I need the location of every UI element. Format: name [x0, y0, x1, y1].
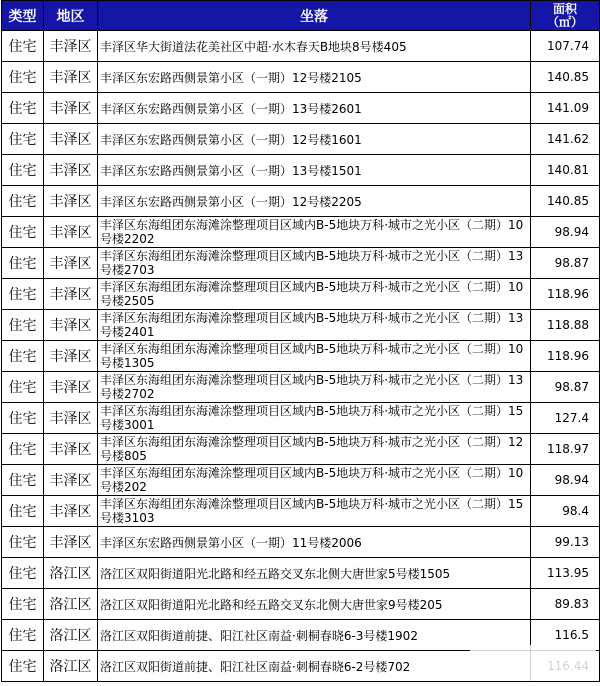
type-cell: 住宅	[2, 248, 44, 279]
type-cell: 住宅	[2, 527, 44, 558]
type-cell: 住宅	[2, 558, 44, 589]
table-row	[2, 496, 600, 527]
area-cell: 丰泽区	[44, 217, 98, 248]
area-cell: 丰泽区	[44, 341, 98, 372]
address-cell: 丰泽区东海组团东海滩涂整理项目区域内B-5地块万科·城市之光小区（二期）10号楼2202	[98, 217, 531, 248]
area-cell: 洛江区	[44, 620, 98, 651]
size-cell: 113.95	[531, 558, 600, 589]
area-cell: 丰泽区	[44, 403, 98, 434]
address-cell: 丰泽区东海组团东海滩涂整理项目区域内B-5地块万科·城市之光小区（二期）12号楼805	[98, 434, 531, 465]
size-cell: 127.4	[531, 403, 600, 434]
table-row	[2, 372, 600, 403]
table-row	[2, 465, 600, 496]
size-cell: 118.96	[531, 279, 600, 310]
area-cell: 丰泽区	[44, 248, 98, 279]
size-cell: 140.85	[531, 186, 600, 217]
area-cell: 丰泽区	[44, 186, 98, 217]
property-table	[1, 0, 600, 682]
area-cell: 丰泽区	[44, 527, 98, 558]
area-cell: 丰泽区	[44, 62, 98, 93]
address-cell: 洛江区双阳街道前捷、阳江社区南益·刺桐春晓6-2号楼702	[98, 651, 531, 682]
header-size-label: 面积	[552, 1, 577, 16]
address-cell: 洛江区双阳街道阳光北路和经五路交叉东北侧大唐世家5号楼1505	[98, 558, 531, 589]
address-cell: 丰泽区东宏路西侧景第小区（一期）13号楼2601	[98, 93, 531, 124]
type-cell: 住宅	[2, 372, 44, 403]
area-cell: 丰泽区	[44, 372, 98, 403]
size-cell: 118.96	[531, 341, 600, 372]
type-cell: 住宅	[2, 620, 44, 651]
address-cell: 洛江区双阳街道阳光北路和经五路交叉东北侧大唐世家9号楼205	[98, 589, 531, 620]
type-cell: 住宅	[2, 31, 44, 62]
type-cell: 住宅	[2, 279, 44, 310]
address-cell: 洛江区双阳街道前捷、阳江社区南益·刺桐春晓6-3号楼1902	[98, 620, 531, 651]
address-cell: 丰泽区东海组团东海滩涂整理项目区域内B-5地块万科·城市之光小区（二期）13号楼2703	[98, 248, 531, 279]
size-cell: 116.5	[531, 620, 600, 651]
area-cell: 丰泽区	[44, 496, 98, 527]
header-area: 地区	[44, 1, 98, 31]
type-cell: 住宅	[2, 155, 44, 186]
area-cell: 丰泽区	[44, 93, 98, 124]
address-cell: 丰泽区东海组团东海滩涂整理项目区域内B-5地块万科·城市之光小区（二期）15号楼3001	[98, 403, 531, 434]
table-row	[2, 93, 600, 124]
size-cell: 98.87	[531, 248, 600, 279]
table-row	[2, 589, 600, 620]
table-row	[2, 434, 600, 465]
size-cell: 98.94	[531, 217, 600, 248]
table-row	[2, 124, 600, 155]
size-cell: 118.97	[531, 434, 600, 465]
address-cell: 丰泽区东宏路西侧景第小区（一期）12号楼1601	[98, 124, 531, 155]
size-cell: 98.4	[531, 496, 600, 527]
table-row	[2, 62, 600, 93]
size-cell: 141.62	[531, 124, 600, 155]
header-size	[531, 1, 600, 31]
table-row	[2, 310, 600, 341]
area-cell: 洛江区	[44, 558, 98, 589]
type-cell: 住宅	[2, 496, 44, 527]
address-cell: 丰泽区华大街道法花美社区中超·水木春天B地块8号楼405	[98, 31, 531, 62]
size-cell: 140.85	[531, 62, 600, 93]
header-size-unit: （㎡）	[546, 14, 583, 29]
table-row	[2, 403, 600, 434]
header-row	[2, 1, 600, 31]
address-cell: 丰泽区东宏路西侧景第小区（一期）13号楼1501	[98, 155, 531, 186]
type-cell: 住宅	[2, 341, 44, 372]
area-cell: 洛江区	[44, 651, 98, 682]
area-cell: 丰泽区	[44, 155, 98, 186]
address-cell: 丰泽区东海组团东海滩涂整理项目区域内B-5地块万科·城市之光小区（二期）10号楼202	[98, 465, 531, 496]
size-cell: 118.88	[531, 310, 600, 341]
table-row	[2, 279, 600, 310]
type-cell: 住宅	[2, 217, 44, 248]
address-cell: 丰泽区东宏路西侧景第小区（一期）11号楼2006	[98, 527, 531, 558]
address-cell: 丰泽区东海组团东海滩涂整理项目区域内B-5地块万科·城市之光小区（二期）10号楼2505	[98, 279, 531, 310]
address-cell: 丰泽区东宏路西侧景第小区（一期）12号楼2105	[98, 62, 531, 93]
table-row	[2, 248, 600, 279]
header-address: 坐落	[98, 1, 531, 31]
address-cell: 丰泽区东海组团东海滩涂整理项目区域内B-5地块万科·城市之光小区（二期）15号楼3103	[98, 496, 531, 527]
type-cell: 住宅	[2, 310, 44, 341]
area-cell: 丰泽区	[44, 31, 98, 62]
table-row	[2, 155, 600, 186]
type-cell: 住宅	[2, 186, 44, 217]
area-cell: 丰泽区	[44, 310, 98, 341]
area-cell: 洛江区	[44, 589, 98, 620]
type-cell: 住宅	[2, 93, 44, 124]
type-cell: 住宅	[2, 403, 44, 434]
type-cell: 住宅	[2, 62, 44, 93]
type-cell: 住宅	[2, 465, 44, 496]
size-cell: 107.74	[531, 31, 600, 62]
table-row	[2, 527, 600, 558]
type-cell: 住宅	[2, 124, 44, 155]
table-row	[2, 31, 600, 62]
header-type: 类型	[2, 1, 44, 31]
table-row	[2, 558, 600, 589]
type-cell: 住宅	[2, 434, 44, 465]
size-cell: 89.83	[531, 589, 600, 620]
size-cell: 140.81	[531, 155, 600, 186]
table-row	[2, 186, 600, 217]
address-cell: 丰泽区东海组团东海滩涂整理项目区域内B-5地块万科·城市之光小区（二期）13号楼2401	[98, 310, 531, 341]
watermark-overlay	[470, 645, 596, 681]
size-cell: 99.13	[531, 527, 600, 558]
size-cell: 141.09	[531, 93, 600, 124]
table-row	[2, 341, 600, 372]
area-cell: 丰泽区	[44, 465, 98, 496]
size-cell: 98.87	[531, 372, 600, 403]
type-cell: 住宅	[2, 651, 44, 682]
address-cell: 丰泽区东海组团东海滩涂整理项目区域内B-5地块万科·城市之光小区（二期）10号楼1305	[98, 341, 531, 372]
address-cell: 丰泽区东宏路西侧景第小区（一期）12号楼2205	[98, 186, 531, 217]
table-row	[2, 217, 600, 248]
type-cell: 住宅	[2, 589, 44, 620]
area-cell: 丰泽区	[44, 434, 98, 465]
area-cell: 丰泽区	[44, 279, 98, 310]
size-cell: 98.94	[531, 465, 600, 496]
area-cell: 丰泽区	[44, 124, 98, 155]
address-cell: 丰泽区东海组团东海滩涂整理项目区域内B-5地块万科·城市之光小区（二期）13号楼2702	[98, 372, 531, 403]
